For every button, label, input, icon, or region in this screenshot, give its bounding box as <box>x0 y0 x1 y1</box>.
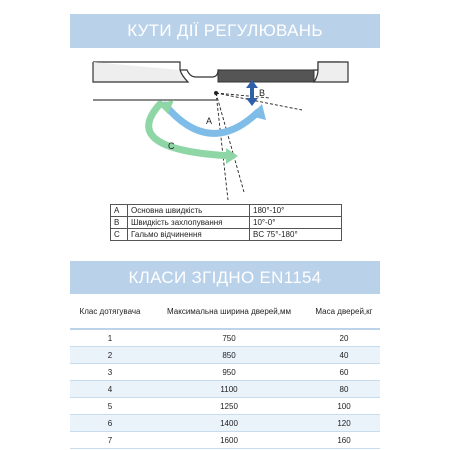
legend-key: A <box>111 205 128 217</box>
cell-class: 2 <box>70 347 150 364</box>
cell-mass: 40 <box>308 347 380 364</box>
cell-width: 950 <box>150 364 308 381</box>
legend-value: 10°-0° <box>250 217 342 229</box>
cell-class: 5 <box>70 398 150 415</box>
arrow-b-down-head <box>246 98 258 106</box>
dashed-line-75deg-a <box>216 93 228 200</box>
legend-row <box>111 205 342 217</box>
cell-mass: 120 <box>308 415 380 432</box>
legend-value: BC 75°-180° <box>250 229 342 241</box>
classes-header-row <box>70 294 380 329</box>
door-frame-right-fill <box>314 62 348 82</box>
cell-class: 1 <box>70 329 150 347</box>
legend-desc: Основна швидкість <box>128 205 250 217</box>
cell-width: 1400 <box>150 415 308 432</box>
cell-mass: 100 <box>308 398 380 415</box>
cell-width: 850 <box>150 347 308 364</box>
arrow-c-head <box>226 148 238 164</box>
table-row <box>70 381 380 398</box>
door-leaf <box>218 70 314 82</box>
angles-legend-table <box>110 204 342 241</box>
header-door-mass: Маса дверей,кг <box>308 294 380 329</box>
cell-width: 1600 <box>150 432 308 449</box>
table-row <box>70 364 380 381</box>
cell-mass: 60 <box>308 364 380 381</box>
cell-width: 1250 <box>150 398 308 415</box>
cell-mass: 20 <box>308 329 380 347</box>
door-frame-left <box>93 62 188 82</box>
cell-mass: 80 <box>308 381 380 398</box>
classes-table <box>70 294 380 449</box>
dashed-line-75deg-b <box>216 93 244 192</box>
cell-class: 4 <box>70 381 150 398</box>
cell-class: 7 <box>70 432 150 449</box>
cell-class: 3 <box>70 364 150 381</box>
label-a: A <box>206 116 213 126</box>
label-c: C <box>168 141 175 151</box>
legend-key: C <box>111 229 128 241</box>
table-row <box>70 398 380 415</box>
header-class: Клас дотягувача <box>70 294 150 329</box>
cell-mass: 160 <box>308 432 380 449</box>
table-row <box>70 432 380 449</box>
table-row <box>70 329 380 347</box>
header-max-width: Максимальна ширина дверей,мм <box>150 294 308 329</box>
legend-row <box>111 217 342 229</box>
table-row <box>70 347 380 364</box>
legend-value: 180°-10° <box>250 205 342 217</box>
legend-key: B <box>111 217 128 229</box>
legend-desc: Швидкість захлопування <box>128 217 250 229</box>
cell-width: 1100 <box>150 381 308 398</box>
angles-title: КУТИ ДІЇ РЕГУЛЮВАНЬ <box>70 14 380 48</box>
table-row <box>70 415 380 432</box>
cell-width: 750 <box>150 329 308 347</box>
classes-title: КЛАСИ ЗГІДНО EN1154 <box>70 261 380 295</box>
label-b: B <box>259 88 266 98</box>
legend-row <box>111 229 342 241</box>
cell-class: 6 <box>70 415 150 432</box>
legend-desc: Гальмо відчинення <box>128 229 250 241</box>
